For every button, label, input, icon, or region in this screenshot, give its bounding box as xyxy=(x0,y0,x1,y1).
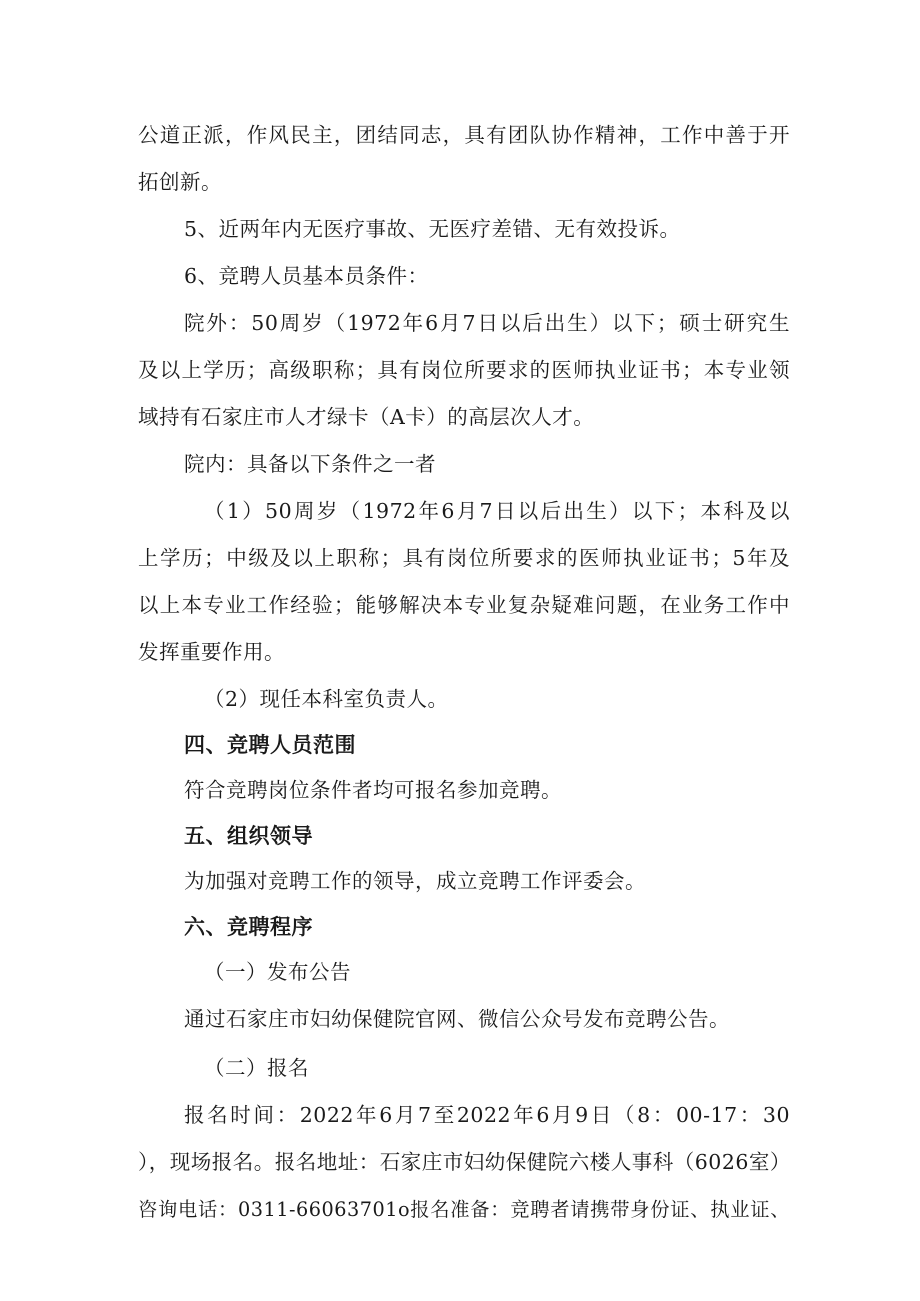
paragraph-line: 为加强对竞聘工作的领导，成立竞聘工作评委会。 xyxy=(184,869,646,893)
paragraph-line: 符合竞聘岗位条件者均可报名参加竞聘。 xyxy=(184,778,562,802)
paragraph-line: 拓创新。 xyxy=(138,170,222,194)
document-page xyxy=(138,112,790,1233)
internal-condition-2: （2）现任本科室负责人。 xyxy=(204,687,449,711)
paragraph-line: 域持有石家庄市人才绿卡（A卡）的高层次人才。 xyxy=(138,405,595,429)
internal-candidate-line: 院内：具备以下条件之一者 xyxy=(184,452,436,476)
registration-address-line: ），现场报名。报名地址：石家庄市妇幼保健院六楼人事科（6026室） xyxy=(138,1150,791,1174)
external-candidate-line: 院外：50周岁（1972年6月7日以后出生）以下；硕士研究生 xyxy=(184,311,790,335)
section-heading-6: 六、竞聘程序 xyxy=(184,915,313,939)
internal-condition-1: （1）50周岁（1972年6月7日以后出生）以下；本科及以 xyxy=(204,499,790,523)
requirement-item-5: 5、近两年内无医疗事故、无医疗差错、无有效投诉。 xyxy=(184,217,681,241)
section-heading-5: 五、组织领导 xyxy=(184,824,313,848)
paragraph-line: 通过石家庄市妇幼保健院官网、微信公众号发布竞聘公告。 xyxy=(184,1007,730,1031)
paragraph-line: 发挥重要作用。 xyxy=(138,640,285,664)
subsection-heading-1: （一）发布公告 xyxy=(204,960,351,984)
section-heading-4: 四、竞聘人员范围 xyxy=(184,733,356,757)
requirement-item-6: 6、竞聘人员基本员条件： xyxy=(184,264,429,288)
subsection-heading-2: （二）报名 xyxy=(204,1056,309,1080)
paragraph-line: 公道正派，作风民主，团结同志，具有团队协作精神，工作中善于开 xyxy=(138,123,790,147)
paragraph-line: 及以上学历；高级职称；具有岗位所要求的医师执业证书；本专业领 xyxy=(138,358,790,382)
registration-contact-line: 咨询电话：0311-66063701o报名准备：竞聘者请携带身份证、执业证、 xyxy=(138,1198,790,1221)
paragraph-line: 以上本专业工作经验；能够解决本专业复杂疑难问题，在业务工作中 xyxy=(138,593,790,617)
paragraph-line: 上学历；中级及以上职称；具有岗位所要求的医师执业证书；5年及 xyxy=(138,546,790,570)
registration-time-line: 报名时间：2022年6月7至2022年6月9日（8：00-17：30 xyxy=(184,1103,790,1127)
